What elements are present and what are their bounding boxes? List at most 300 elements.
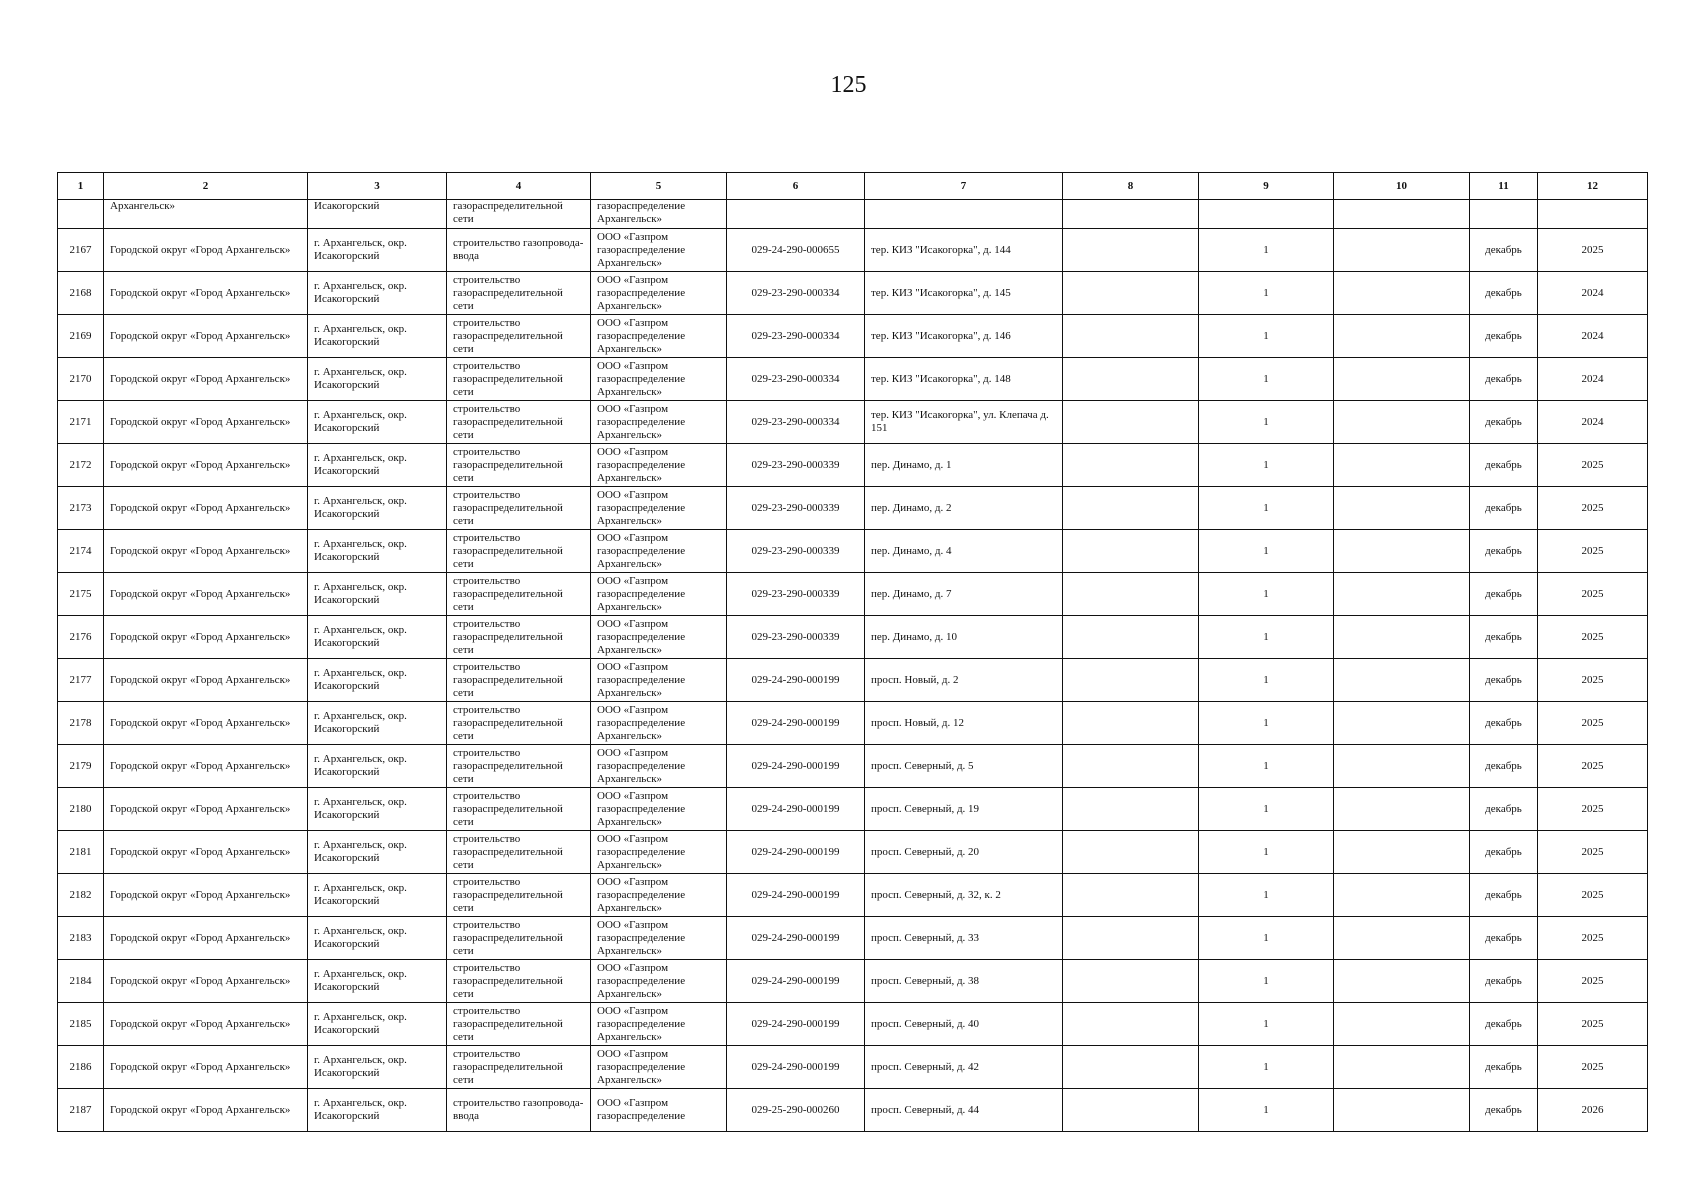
cell-district: г. Архангельск, окр. Исакогорский: [308, 917, 447, 960]
cell-work: строительство газопровода-ввода: [447, 229, 591, 272]
table-row: [58, 960, 1648, 1003]
cell-sys: 029-23-290-000334: [727, 358, 865, 401]
cell-month: декабрь: [1470, 272, 1538, 315]
table-row: [58, 745, 1648, 788]
cell-year: 2025: [1538, 659, 1648, 702]
cell-col10: [1334, 616, 1470, 659]
cell-district: г. Архангельск, окр. Исакогорский: [308, 272, 447, 315]
cell-num: 2183: [58, 917, 104, 960]
cell-owner: ООО «Газпром газораспределение Архангельск»: [591, 702, 727, 745]
cell-col10: [1334, 702, 1470, 745]
cell-col10: [1334, 1046, 1470, 1089]
cell-num: 2176: [58, 616, 104, 659]
cell-count: 1: [1199, 358, 1334, 401]
cell-addr: просп. Северный, д. 42: [865, 1046, 1063, 1089]
cell-owner: ООО «Газпром газораспределение Архангельск»: [591, 960, 727, 1003]
table-row: [58, 788, 1648, 831]
cell-month: декабрь: [1470, 745, 1538, 788]
table-row: [58, 229, 1648, 272]
table-row: [58, 358, 1648, 401]
cell-col8: [1063, 831, 1199, 874]
cell-district: г. Архангельск, окр. Исакогорский: [308, 315, 447, 358]
cell-org: Городской округ «Город Архангельск»: [104, 272, 308, 315]
cell-year: [1538, 200, 1648, 229]
cell-month: декабрь: [1470, 401, 1538, 444]
cell-col10: [1334, 200, 1470, 229]
cell-year: 2025: [1538, 444, 1648, 487]
cell-addr: просп. Северный, д. 5: [865, 745, 1063, 788]
cell-sys: 029-24-290-000655: [727, 229, 865, 272]
cell-month: декабрь: [1470, 917, 1538, 960]
header-col-8: 8: [1063, 173, 1199, 200]
table-row: [58, 272, 1648, 315]
cell-num: 2185: [58, 1003, 104, 1046]
table-row: [58, 702, 1648, 745]
cell-org: Городской округ «Город Архангельск»: [104, 1089, 308, 1132]
cell-month: декабрь: [1470, 530, 1538, 573]
cell-count: 1: [1199, 229, 1334, 272]
cell-org: Городской округ «Город Архангельск»: [104, 1046, 308, 1089]
cell-work: строительство газораспределительной сети: [447, 358, 591, 401]
cell-district: г. Архангельск, окр. Исакогорский: [308, 530, 447, 573]
cell-owner: ООО «Газпром газораспределение Архангельск»: [591, 487, 727, 530]
cell-count: 1: [1199, 702, 1334, 745]
cell-count: 1: [1199, 874, 1334, 917]
cell-work: строительство газораспределительной сети: [447, 530, 591, 573]
cell-work: строительство газораспределительной сети: [447, 745, 591, 788]
cell-owner: ООО «Газпром газораспределение Архангельск»: [591, 229, 727, 272]
cell-work: строительство газораспределительной сети: [447, 659, 591, 702]
cell-col10: [1334, 573, 1470, 616]
cell-addr: просп. Новый, д. 2: [865, 659, 1063, 702]
cell-num: 2175: [58, 573, 104, 616]
cell-month: декабрь: [1470, 444, 1538, 487]
cell-num: 2169: [58, 315, 104, 358]
cell-num: 2170: [58, 358, 104, 401]
cell-work: строительство газораспределительной сети: [447, 573, 591, 616]
cell-col8: [1063, 573, 1199, 616]
cell-col8: [1063, 530, 1199, 573]
page-number: 125: [830, 72, 867, 98]
cell-num: 2177: [58, 659, 104, 702]
cell-org: Городской округ «Город Архангельск»: [104, 401, 308, 444]
cell-sys: 029-24-290-000199: [727, 831, 865, 874]
cell-num: 2168: [58, 272, 104, 315]
cell-year: 2025: [1538, 1003, 1648, 1046]
cell-org: Городской округ «Город Архангельск»: [104, 487, 308, 530]
cell-col8: [1063, 874, 1199, 917]
cell-org: Архангельск»: [104, 200, 308, 229]
cell-year: 2025: [1538, 530, 1648, 573]
cell-district: г. Архангельск, окр. Исакогорский: [308, 960, 447, 1003]
cell-district: г. Архангельск, окр. Исакогорский: [308, 358, 447, 401]
cell-year: 2024: [1538, 272, 1648, 315]
cell-count: 1: [1199, 831, 1334, 874]
cell-count: 1: [1199, 917, 1334, 960]
cell-count: 1: [1199, 401, 1334, 444]
header-col-1: 1: [58, 173, 104, 200]
cell-owner: ООО «Газпром газораспределение Архангельск»: [591, 659, 727, 702]
cell-org: Городской округ «Город Архангельск»: [104, 831, 308, 874]
cell-district: г. Архангельск, окр. Исакогорский: [308, 487, 447, 530]
cell-month: декабрь: [1470, 831, 1538, 874]
cell-count: 1: [1199, 272, 1334, 315]
cell-org: Городской округ «Город Архангельск»: [104, 702, 308, 745]
cell-year: 2025: [1538, 487, 1648, 530]
cell-col10: [1334, 659, 1470, 702]
cell-sys: 029-23-290-000339: [727, 530, 865, 573]
header-row: [58, 173, 1648, 200]
header-col-10: 10: [1334, 173, 1470, 200]
cell-count: 1: [1199, 616, 1334, 659]
cell-month: декабрь: [1470, 659, 1538, 702]
cell-col8: [1063, 788, 1199, 831]
header-col-9: 9: [1199, 173, 1334, 200]
cell-month: декабрь: [1470, 788, 1538, 831]
cell-org: Городской округ «Город Архангельск»: [104, 573, 308, 616]
cell-year: 2025: [1538, 745, 1648, 788]
cell-addr: тер. КИЗ "Исакогорка", д. 146: [865, 315, 1063, 358]
cell-district: г. Архангельск, окр. Исакогорский: [308, 616, 447, 659]
table-row: [58, 530, 1648, 573]
cell-sys: 029-24-290-000199: [727, 917, 865, 960]
table-row: [58, 616, 1648, 659]
cell-col8: [1063, 960, 1199, 1003]
cell-col8: [1063, 745, 1199, 788]
cell-work: строительство газораспределительной сети: [447, 788, 591, 831]
cell-month: декабрь: [1470, 1003, 1538, 1046]
cell-num: [58, 200, 104, 229]
cell-col10: [1334, 788, 1470, 831]
cell-addr: просп. Северный, д. 32, к. 2: [865, 874, 1063, 917]
cell-col10: [1334, 745, 1470, 788]
cell-num: 2181: [58, 831, 104, 874]
cell-org: Городской округ «Город Архангельск»: [104, 530, 308, 573]
cell-owner: ООО «Газпром газораспределение Архангельск»: [591, 616, 727, 659]
cell-month: декабрь: [1470, 1089, 1538, 1132]
cell-district: г. Архангельск, окр. Исакогорский: [308, 573, 447, 616]
cell-month: декабрь: [1470, 702, 1538, 745]
cell-work: газораспределительной сети: [447, 200, 591, 229]
cell-num: 2182: [58, 874, 104, 917]
cell-work: строительство газораспределительной сети: [447, 487, 591, 530]
cell-count: 1: [1199, 530, 1334, 573]
cell-count: 1: [1199, 1046, 1334, 1089]
cell-year: 2025: [1538, 960, 1648, 1003]
cell-col8: [1063, 1046, 1199, 1089]
cell-sys: 029-24-290-000199: [727, 1003, 865, 1046]
header-col-6: 6: [727, 173, 865, 200]
cell-col10: [1334, 444, 1470, 487]
cell-owner: ООО «Газпром газораспределение Архангельск»: [591, 358, 727, 401]
cell-col8: [1063, 229, 1199, 272]
header-col-12: 12: [1538, 173, 1648, 200]
cell-org: Городской округ «Город Архангельск»: [104, 358, 308, 401]
cell-col8: [1063, 401, 1199, 444]
cell-work: строительство газораспределительной сети: [447, 917, 591, 960]
cell-addr: просп. Северный, д. 20: [865, 831, 1063, 874]
table-row: [58, 917, 1648, 960]
cell-work: строительство газораспределительной сети: [447, 315, 591, 358]
cell-sys: 029-24-290-000199: [727, 874, 865, 917]
cell-year: 2025: [1538, 616, 1648, 659]
cell-count: 1: [1199, 659, 1334, 702]
cell-org: Городской округ «Город Архангельск»: [104, 960, 308, 1003]
cell-sys: [727, 200, 865, 229]
cell-sys: 029-23-290-000339: [727, 616, 865, 659]
cell-work: строительство газораспределительной сети: [447, 702, 591, 745]
table-row: [58, 659, 1648, 702]
cell-district: г. Архангельск, окр. Исакогорский: [308, 401, 447, 444]
cell-count: 1: [1199, 487, 1334, 530]
header-col-7: 7: [865, 173, 1063, 200]
cell-addr: тер. КИЗ "Исакогорка", д. 148: [865, 358, 1063, 401]
cell-col8: [1063, 702, 1199, 745]
cell-sys: 029-23-290-000339: [727, 444, 865, 487]
cell-sys: 029-24-290-000199: [727, 1046, 865, 1089]
cell-owner: ООО «Газпром газораспределение Архангельск»: [591, 917, 727, 960]
table-row: [58, 573, 1648, 616]
cell-col10: [1334, 831, 1470, 874]
cell-count: 1: [1199, 788, 1334, 831]
header-col-2: 2: [104, 173, 308, 200]
cell-work: строительство газораспределительной сети: [447, 960, 591, 1003]
cell-year: 2024: [1538, 401, 1648, 444]
cell-sys: 029-23-290-000334: [727, 272, 865, 315]
cell-owner: ООО «Газпром газораспределение Архангельск»: [591, 745, 727, 788]
cell-year: 2025: [1538, 573, 1648, 616]
cell-district: г. Архангельск, окр. Исакогорский: [308, 788, 447, 831]
cell-col10: [1334, 315, 1470, 358]
cell-col10: [1334, 272, 1470, 315]
cell-org: Городской округ «Город Архангельск»: [104, 315, 308, 358]
cell-org: Городской округ «Город Архангельск»: [104, 1003, 308, 1046]
cell-num: 2178: [58, 702, 104, 745]
cell-month: декабрь: [1470, 960, 1538, 1003]
cell-work: строительство газораспределительной сети: [447, 1003, 591, 1046]
cell-count: 1: [1199, 1003, 1334, 1046]
cell-count: 1: [1199, 573, 1334, 616]
cell-district: г. Архангельск, окр. Исакогорский: [308, 1003, 447, 1046]
cell-sys: 029-23-290-000339: [727, 573, 865, 616]
cell-month: декабрь: [1470, 874, 1538, 917]
cell-addr: пер. Динамо, д. 10: [865, 616, 1063, 659]
cell-month: декабрь: [1470, 616, 1538, 659]
cell-year: 2025: [1538, 702, 1648, 745]
cell-addr: просп. Новый, д. 12: [865, 702, 1063, 745]
cell-count: [1199, 200, 1334, 229]
cell-sys: 029-25-290-000260: [727, 1089, 865, 1132]
cell-month: декабрь: [1470, 229, 1538, 272]
cell-work: строительство газопровода-ввода: [447, 1089, 591, 1132]
cell-org: Городской округ «Город Архангельск»: [104, 874, 308, 917]
cell-addr: [865, 200, 1063, 229]
cell-year: 2025: [1538, 874, 1648, 917]
table-row: [58, 874, 1648, 917]
cell-year: 2026: [1538, 1089, 1648, 1132]
cell-num: 2179: [58, 745, 104, 788]
cell-org: Городской округ «Город Архангельск»: [104, 659, 308, 702]
cell-col10: [1334, 530, 1470, 573]
table-body: [58, 200, 1648, 1132]
cell-count: 1: [1199, 444, 1334, 487]
cell-addr: пер. Динамо, д. 4: [865, 530, 1063, 573]
table-row: [58, 444, 1648, 487]
cell-district: г. Архангельск, окр. Исакогорский: [308, 702, 447, 745]
cell-month: декабрь: [1470, 573, 1538, 616]
cell-addr: просп. Северный, д. 19: [865, 788, 1063, 831]
cell-addr: просп. Северный, д. 33: [865, 917, 1063, 960]
cell-work: строительство газораспределительной сети: [447, 401, 591, 444]
cell-col8: [1063, 917, 1199, 960]
cell-district: Исакогорский: [308, 200, 447, 229]
cell-col8: [1063, 1089, 1199, 1132]
cell-addr: просп. Северный, д. 40: [865, 1003, 1063, 1046]
cell-col10: [1334, 229, 1470, 272]
cell-org: Городской округ «Город Архангельск»: [104, 616, 308, 659]
cell-col10: [1334, 960, 1470, 1003]
cell-org: Городской округ «Город Архангельск»: [104, 917, 308, 960]
cell-district: г. Архангельск, окр. Исакогорский: [308, 1046, 447, 1089]
cell-col8: [1063, 1003, 1199, 1046]
cell-work: строительство газораспределительной сети: [447, 616, 591, 659]
cell-owner: ООО «Газпром газораспределение Архангельск»: [591, 788, 727, 831]
cell-owner: ООО «Газпром газораспределение Архангельск»: [591, 272, 727, 315]
cell-col8: [1063, 315, 1199, 358]
cell-col8: [1063, 444, 1199, 487]
cell-addr: тер. КИЗ "Исакогорка", д. 145: [865, 272, 1063, 315]
cell-year: 2024: [1538, 358, 1648, 401]
header-col-11: 11: [1470, 173, 1538, 200]
cell-sys: 029-24-290-000199: [727, 702, 865, 745]
cell-col10: [1334, 1089, 1470, 1132]
cell-year: 2025: [1538, 788, 1648, 831]
cell-addr: пер. Динамо, д. 7: [865, 573, 1063, 616]
cell-month: [1470, 200, 1538, 229]
cell-org: Городской округ «Город Архангельск»: [104, 788, 308, 831]
cell-col10: [1334, 1003, 1470, 1046]
cell-owner: ООО «Газпром газораспределение Архангельск»: [591, 831, 727, 874]
cell-sys: 029-23-290-000339: [727, 487, 865, 530]
cell-sys: 029-23-290-000334: [727, 401, 865, 444]
cell-district: г. Архангельск, окр. Исакогорский: [308, 745, 447, 788]
cell-count: 1: [1199, 960, 1334, 1003]
cell-work: строительство газораспределительной сети: [447, 874, 591, 917]
cell-owner: ООО «Газпром газораспределение Архангельск»: [591, 1003, 727, 1046]
cell-work: строительство газораспределительной сети: [447, 1046, 591, 1089]
cell-col8: [1063, 487, 1199, 530]
cell-work: строительство газораспределительной сети: [447, 272, 591, 315]
cell-col8: [1063, 272, 1199, 315]
cell-district: г. Архангельск, окр. Исакогорский: [308, 444, 447, 487]
cell-num: 2172: [58, 444, 104, 487]
cell-year: 2025: [1538, 1046, 1648, 1089]
cell-district: г. Архангельск, окр. Исакогорский: [308, 831, 447, 874]
cell-num: 2173: [58, 487, 104, 530]
cell-year: 2025: [1538, 917, 1648, 960]
cell-col8: [1063, 358, 1199, 401]
cell-count: 1: [1199, 1089, 1334, 1132]
cell-sys: 029-24-290-000199: [727, 659, 865, 702]
cell-district: г. Архангельск, окр. Исакогорский: [308, 874, 447, 917]
table-row: [58, 401, 1648, 444]
table-row: [58, 1003, 1648, 1046]
cell-sys: 029-24-290-000199: [727, 788, 865, 831]
cell-num: 2184: [58, 960, 104, 1003]
cell-count: 1: [1199, 745, 1334, 788]
cell-district: г. Архангельск, окр. Исакогорский: [308, 229, 447, 272]
cell-num: 2167: [58, 229, 104, 272]
table-row: [58, 831, 1648, 874]
cell-col10: [1334, 401, 1470, 444]
table-row: [58, 1046, 1648, 1089]
header-col-3: 3: [308, 173, 447, 200]
table-row: [58, 315, 1648, 358]
cell-owner: ООО «Газпром газораспределение Архангельск»: [591, 444, 727, 487]
header-col-4: 4: [447, 173, 591, 200]
cell-org: Городской округ «Город Архангельск»: [104, 444, 308, 487]
cell-owner: ООО «Газпром газораспределение Архангельск»: [591, 1046, 727, 1089]
cell-district: г. Архангельск, окр. Исакогорский: [308, 1089, 447, 1132]
cell-col8: [1063, 659, 1199, 702]
cell-addr: пер. Динамо, д. 1: [865, 444, 1063, 487]
cell-addr: пер. Динамо, д. 2: [865, 487, 1063, 530]
cell-sys: 029-23-290-000334: [727, 315, 865, 358]
continuation-row: [58, 200, 1648, 229]
cell-owner: ООО «Газпром газораспределение Архангельск»: [591, 315, 727, 358]
cell-num: 2186: [58, 1046, 104, 1089]
cell-col10: [1334, 358, 1470, 401]
cell-addr: тер. КИЗ "Исакогорка", д. 144: [865, 229, 1063, 272]
cell-owner: ООО «Газпром газораспределение Архангельск»: [591, 401, 727, 444]
cell-owner: ООО «Газпром газораспределение: [591, 1089, 727, 1132]
cell-org: Городской округ «Город Архангельск»: [104, 229, 308, 272]
cell-owner: ООО «Газпром газораспределение Архангельск»: [591, 573, 727, 616]
cell-col8: [1063, 616, 1199, 659]
cell-num: 2174: [58, 530, 104, 573]
cell-work: строительство газораспределительной сети: [447, 831, 591, 874]
cell-sys: 029-24-290-000199: [727, 745, 865, 788]
cell-addr: просп. Северный, д. 44: [865, 1089, 1063, 1132]
cell-work: строительство газораспределительной сети: [447, 444, 591, 487]
cell-col10: [1334, 874, 1470, 917]
cell-month: декабрь: [1470, 487, 1538, 530]
cell-year: 2025: [1538, 229, 1648, 272]
cell-owner: газораспределение Архангельск»: [591, 200, 727, 229]
header-col-5: 5: [591, 173, 727, 200]
cell-owner: ООО «Газпром газораспределение Архангельск»: [591, 874, 727, 917]
cell-sys: 029-24-290-000199: [727, 960, 865, 1003]
cell-num: 2187: [58, 1089, 104, 1132]
cell-org: Городской округ «Город Архангельск»: [104, 745, 308, 788]
cell-addr: тер. КИЗ "Исакогорка", ул. Клепача д. 151: [865, 401, 1063, 444]
table-header: [58, 173, 1648, 200]
cell-month: декабрь: [1470, 1046, 1538, 1089]
cell-month: декабрь: [1470, 315, 1538, 358]
cell-year: 2024: [1538, 315, 1648, 358]
cell-year: 2025: [1538, 831, 1648, 874]
cell-col8: [1063, 200, 1199, 229]
cell-num: 2180: [58, 788, 104, 831]
cell-addr: просп. Северный, д. 38: [865, 960, 1063, 1003]
cell-owner: ООО «Газпром газораспределение Архангельск»: [591, 530, 727, 573]
cell-count: 1: [1199, 315, 1334, 358]
table-row: [58, 1089, 1648, 1132]
cell-district: г. Архангельск, окр. Исакогорский: [308, 659, 447, 702]
gasification-register-table: [57, 172, 1648, 1132]
cell-col10: [1334, 917, 1470, 960]
cell-month: декабрь: [1470, 358, 1538, 401]
